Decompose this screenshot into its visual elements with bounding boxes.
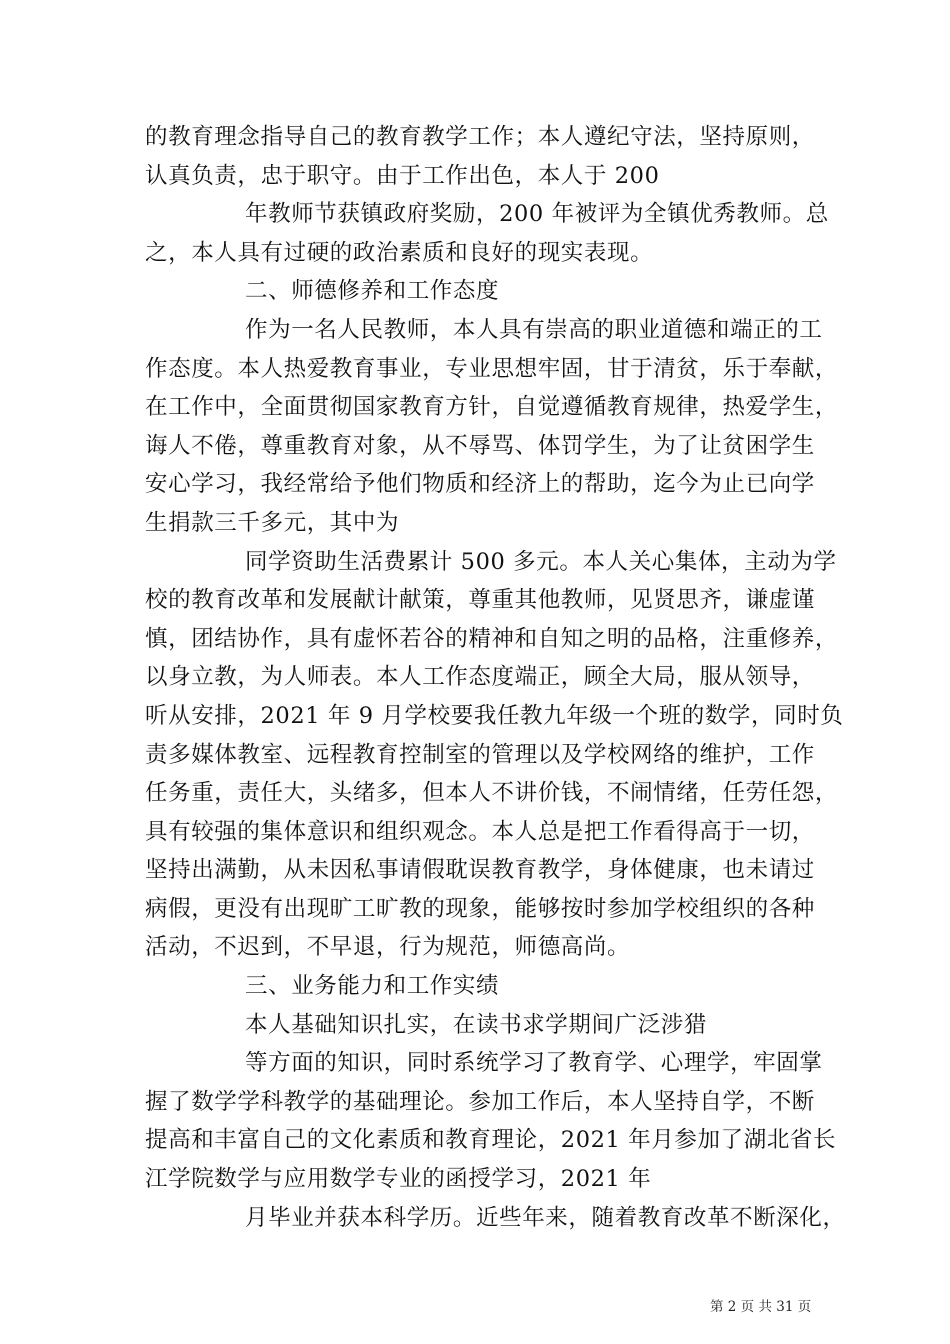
text-line: 提高和丰富自己的文化素质和教育理论，2021 年月参加了湖北省长 [145, 1127, 837, 1154]
text-line: 坚持出满勤，从未因私事请假耽误教育教学，身体健康，也未请过 [145, 857, 815, 884]
text-line: 具有较强的集体意识和组织观念。本人总是把工作看得高于一切， [145, 818, 815, 845]
text-line: 的教育理念指导自己的教育教学工作；本人遵纪守法，坚持原则， [145, 124, 815, 150]
text-line: 安心学习，我经常给予他们物质和经济上的帮助，迄今为止已向学 [145, 471, 815, 498]
text-line: 病假，更没有出现旷工旷教的现象，能够按时参加学校组织的各种 [145, 895, 815, 922]
text-line: 责多媒体教室、远程教育控制室的管理以及学校网络的维护，工作 [145, 741, 815, 768]
text-line: 慎，团结协作，具有虚怀若谷的精神和自知之明的品格，注重修养， [145, 625, 839, 652]
text-line: 在工作中，全面贯彻国家教育方针，自觉遵循教育规律，热爱学生， [145, 394, 839, 421]
page-number-footer: 第 2 页 共 31 页 [710, 1299, 812, 1315]
text-line: 本人基础知识扎实，在读书求学期间广泛涉猎 [245, 1011, 708, 1038]
text-line: 作态度。本人热爱教育事业，专业思想牢固，甘于清贫，乐于奉献， [145, 355, 839, 382]
text-line: 同学资助生活费累计 500 多元。本人关心集体，主动为学 [245, 548, 837, 575]
document-body [145, 118, 846, 1237]
text-line: 以身立教，为人师表。本人工作态度端正，顾全大局，服从领导， [145, 664, 815, 691]
text-line: 作为一名人民教师，本人具有崇高的职业道德和端正的工 [245, 316, 823, 343]
text-line: 三、业务能力和工作实绩 [245, 973, 500, 1000]
text-line: 生捐款三千多元，其中为 [145, 509, 400, 536]
text-line: 听从安排，2021 年 9 月学校要我任教九年级一个班的数学，同时负 [145, 702, 844, 729]
text-line: 江学院数学与应用数学专业的函授学习，2021 年 [145, 1166, 652, 1193]
text-line: 认真负责，忠于职守。由于工作出色，本人于 200 [145, 162, 660, 189]
text-line: 活动，不迟到，不早退，行为规范，师德高尚。 [145, 934, 631, 961]
text-line: 之，本人具有过硬的政治素质和良好的现实表现。 [145, 239, 654, 266]
text-line: 二、师德修养和工作态度 [245, 278, 500, 305]
text-line: 月毕业并获本科学历。近些年来，随着教育改革不断深化， [245, 1204, 846, 1231]
text-line: 诲人不倦，尊重教育对象，从不辱骂、体罚学生，为了让贫困学生 [145, 432, 815, 459]
text-line: 任务重，责任大，头绪多，但本人不讲价钱，不闹情绪，任劳任怨， [145, 780, 839, 807]
text-line: 校的教育改革和发展献计献策，尊重其他教师，见贤思齐，谦虚谨 [145, 587, 815, 614]
text-line: 年教师节获镇政府奖励，200 年被评为全镇优秀教师。总 [245, 201, 829, 228]
text-line: 握了数学学科教学的基础理论。参加工作后，本人坚持自学，不断 [145, 1088, 815, 1115]
text-line: 等方面的知识，同时系统学习了教育学、心理学，牢固掌 [245, 1050, 823, 1077]
